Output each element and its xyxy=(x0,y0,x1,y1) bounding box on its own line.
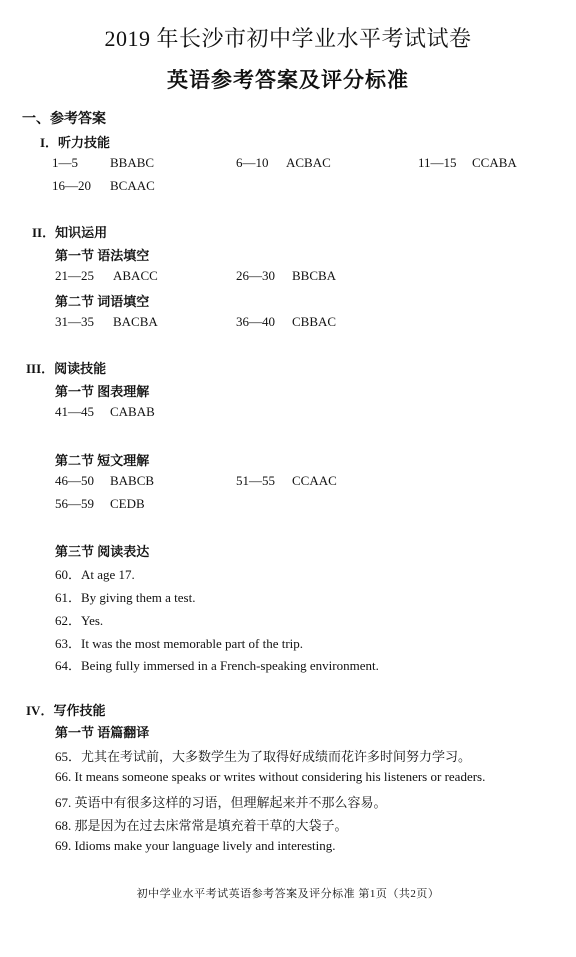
answer-key: BCAAC xyxy=(110,178,155,193)
answer-key: CCAAC xyxy=(292,473,337,488)
document-title: 2019 年长沙市初中学业水平考试试卷 xyxy=(104,26,472,51)
answer-range: 6—10 xyxy=(236,155,269,170)
part-heading-knowledge: II．知识运用 xyxy=(32,225,108,240)
answer-key: ACBAC xyxy=(286,155,331,170)
subsection-translation: 第一节 语篇翻译 xyxy=(55,725,150,740)
answer-range: 56—59 xyxy=(55,496,94,511)
section-heading-answers: 一、参考答案 xyxy=(22,112,106,127)
list-item: 65．尤其在考试前，大多数学生为了取得好成绩而花许多时间努力学习。 xyxy=(55,749,472,764)
answer-range: 41—45 xyxy=(55,404,94,419)
subsection-passage-reading: 第二节 短文理解 xyxy=(55,453,150,468)
subsection-reading-expression: 第三节 阅读表达 xyxy=(55,544,150,559)
page-footer: 初中学业水平考试英语参考答案及评分标准 第1页（共2页） xyxy=(136,888,440,900)
list-item: 62．Yes. xyxy=(55,613,104,628)
subsection-vocabulary: 第二节 词语填空 xyxy=(55,294,150,309)
document-subtitle: 英语参考答案及评分标准 xyxy=(167,68,409,92)
list-item: 66. It means someone speaks or writes without considering his listeners or readers. xyxy=(55,769,486,784)
answer-key: CBBAC xyxy=(292,314,337,329)
list-item: 60．At age 17. xyxy=(55,567,135,582)
list-item: 69. Idioms make your language lively and interesting. xyxy=(55,838,336,853)
answer-key: BACBA xyxy=(113,314,158,329)
answer-key: CEDB xyxy=(110,496,145,511)
answer-key: BABCB xyxy=(110,473,155,488)
subsection-grammar: 第一节 语法填空 xyxy=(55,248,150,263)
answer-range: 21—25 xyxy=(55,268,94,283)
answer-range: 31—35 xyxy=(55,314,94,329)
list-item: 64．Being fully immersed in a French-speaking environment. xyxy=(55,658,379,673)
answer-range: 51—55 xyxy=(236,473,275,488)
subsection-chart-reading: 第一节 图表理解 xyxy=(55,384,150,399)
answer-key: CABAB xyxy=(110,404,155,419)
answer-range: 11—15 xyxy=(418,155,457,170)
answer-key: BBABC xyxy=(110,155,155,170)
answer-range: 16—20 xyxy=(52,178,91,193)
answer-range: 46—50 xyxy=(55,473,94,488)
answer-key: BBCBA xyxy=(292,268,337,283)
part-heading-listening: I．听力技能 xyxy=(40,135,111,150)
answer-key: CCABA xyxy=(472,155,517,170)
answer-range: 1—5 xyxy=(52,155,78,170)
list-item: 68. 那是因为在过去床常常是填充着干草的大袋子。 xyxy=(55,818,348,833)
list-item: 63．It was the most memorable part of the trip. xyxy=(55,636,304,651)
answer-range: 36—40 xyxy=(236,314,275,329)
part-heading-reading: III．阅读技能 xyxy=(26,361,107,376)
list-item: 67. 英语中有很多这样的习语，但理解起来并不那么容易。 xyxy=(55,795,387,810)
answer-key: ABACC xyxy=(113,268,158,283)
answer-range: 26—30 xyxy=(236,268,275,283)
list-item: 61．By giving them a test. xyxy=(55,590,196,605)
part-heading-writing: IV．写作技能 xyxy=(26,703,106,718)
